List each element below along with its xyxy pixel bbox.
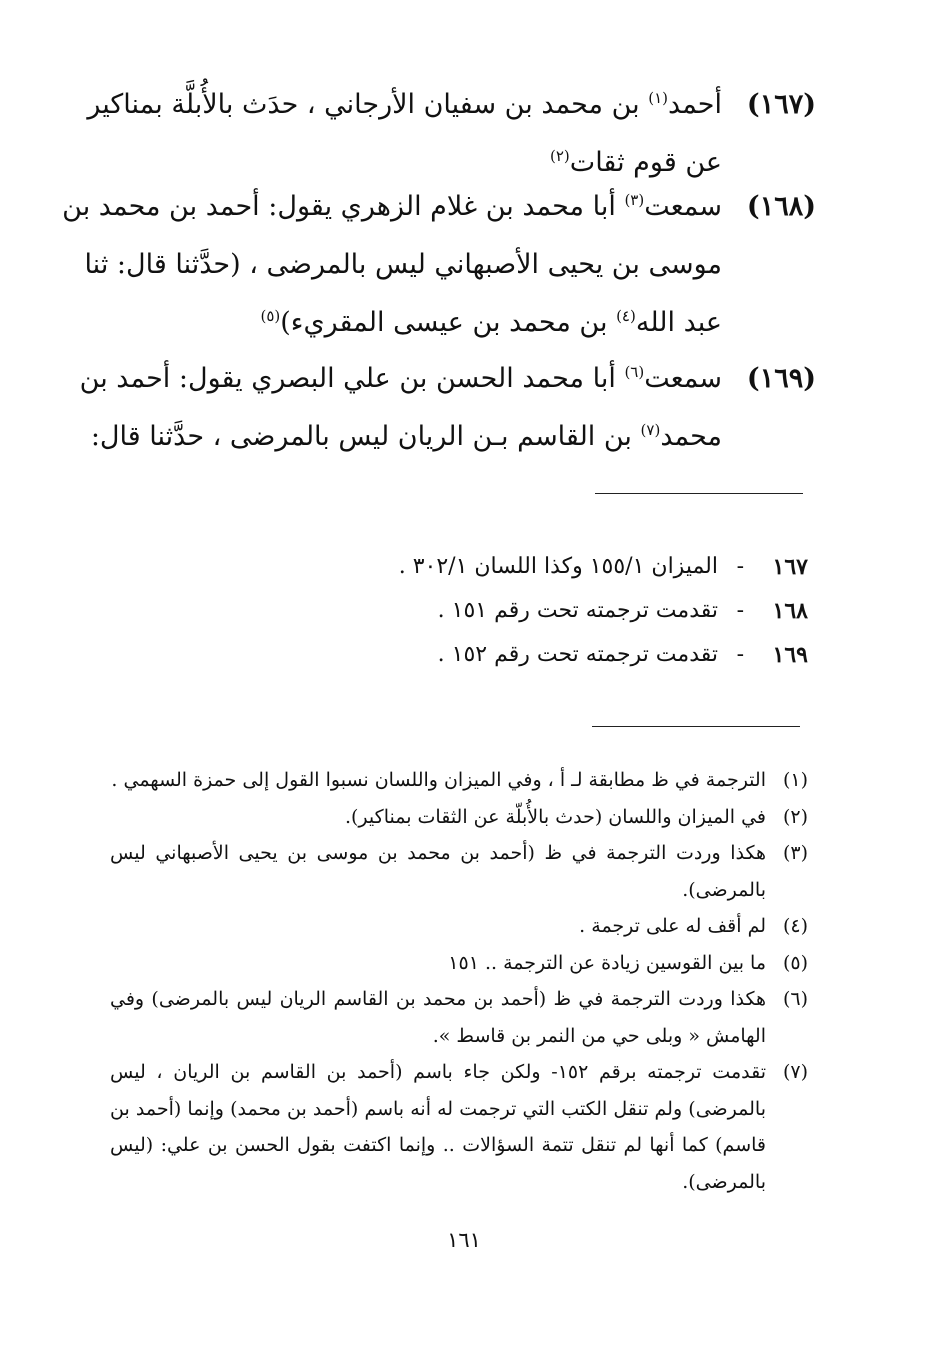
entry-number: (١٦٨) — [746, 191, 816, 222]
footnote-ref: (١) — [648, 89, 669, 107]
entry-text — [87, 76, 722, 192]
source-notes — [308, 545, 808, 677]
footnote-text: لم أقف له على ترجمة . — [579, 915, 766, 937]
footnote-text: الترجمة في ظ مطابقة لـ أ ، وفي الميزان واللسان نسبوا القول إلى حمزة السهمي . — [111, 769, 766, 791]
footnote-ref: (٦) — [624, 363, 645, 381]
footnote-text: هكذا وردت الترجمة في ظ (أحمد بن محمد بن القاسم الريان ليس بالمرضى) وفي الهامش « وبلى حي من النمر بن قاسط ». — [110, 988, 766, 1047]
footnote — [110, 981, 808, 1054]
footnote-number: (٧) — [782, 1061, 808, 1083]
note-dash: - — [736, 642, 744, 667]
note-text: الميزان ١٥٥/١ وكذا اللسان ٣٠٢/١ . — [398, 554, 718, 579]
footnote-ref: (٧) — [640, 421, 661, 439]
footnote-ref: (٢) — [550, 147, 570, 165]
footnote — [110, 1054, 808, 1200]
footnote-number: (٤) — [782, 915, 808, 937]
separator-rule — [595, 493, 803, 494]
entry-line: موسى بن يحيى الأصبهاني ليس بالمرضى ، (حدَّثنا قال: ثنا — [84, 249, 722, 280]
entry-line: أحمد$^{(١)}$ بن محمد بن سفيان الأرجاني ، حدَث بالأُبلَّة بمناكير — [87, 89, 722, 120]
source-note — [308, 633, 808, 677]
entry-text — [62, 178, 722, 352]
footnote-text: ما بين القوسين زيادة عن الترجمة .. ١٥١ — [448, 951, 766, 974]
source-note — [308, 589, 808, 633]
entry-number: (١٦٧) — [746, 89, 816, 120]
entry-text — [79, 350, 722, 466]
footnotes — [110, 762, 808, 1200]
footnote — [110, 762, 808, 799]
footnote-number: (٣) — [782, 842, 808, 864]
separator-rule — [592, 726, 800, 727]
entry-line: محمد$^{(٧)}$ بن القاسم بـن الريان ليس بالمرضى ، حدَّثنا قال: — [90, 421, 722, 452]
entry-167 — [87, 76, 816, 192]
entry-168 — [62, 178, 816, 352]
page-number: ١٦١ — [447, 1228, 481, 1252]
footnote — [110, 908, 808, 945]
footnote — [110, 835, 808, 908]
note-number: ١٦٩ — [772, 642, 808, 668]
entry-line: عن قوم ثقات$^{(٢)}$ — [550, 147, 722, 178]
note-dash: - — [736, 554, 744, 579]
footnote-text: في الميزان واللسان (حدث بالأُبلّة عن الثقات بمناكير). — [344, 805, 766, 828]
footnote-ref: (٣) — [624, 191, 645, 209]
footnote-text: هكذا وردت الترجمة في ظ (أحمد بن محمد بن موسى بن يحيى الأصبهاني ليس بالمرضى). — [110, 842, 766, 901]
footnote-number: (٢) — [782, 805, 808, 828]
note-number: ١٦٧ — [772, 554, 808, 580]
footnote-number: (٦) — [782, 988, 808, 1010]
source-note — [308, 545, 808, 589]
note-text: تقدمت ترجمته تحت رقم ١٥٢ . — [437, 642, 718, 667]
note-number: ١٦٨ — [772, 598, 808, 624]
entry-line: عبد الله$^{(٤)}$ بن محمد بن عيسى المقريء)$^{(٥)}$ — [260, 307, 722, 338]
footnote — [110, 945, 808, 982]
entry-number: (١٦٩) — [746, 363, 816, 394]
footnote — [110, 799, 808, 836]
footnote-number: (٥) — [782, 951, 808, 974]
entry-169 — [79, 350, 816, 466]
footnote-text: تقدمت ترجمته برقم ١٥٢- ولكن جاء باسم (أحمد بن القاسم بن الريان ، ليس بالمرضى) ولم تنقل الكتب التي ترجمت له أنه باسم (أحمد بن محمد) وإنما (أحمد بن قاسم) كما أنها لم تنقل تتمة السؤالات .. وإنما اكتفت بقول الحسن بن علي: (ليس بالمرضى). — [110, 1061, 766, 1193]
footnote-ref: (٤) — [616, 307, 636, 325]
footnote-ref: (٥) — [260, 307, 281, 325]
footnote-number: (١) — [782, 769, 808, 791]
note-text: تقدمت ترجمته تحت رقم ١٥١ . — [437, 598, 718, 623]
entry-line: سمعت$^{(٦)}$ أبا محمد الحسن بن علي البصري يقول: أحمد بن — [79, 363, 722, 394]
entry-line: سمعت$^{(٣)}$ أبا محمد بن غلام الزهري يقول: أحمد بن محمد بن — [62, 191, 722, 222]
note-dash: - — [736, 598, 744, 623]
